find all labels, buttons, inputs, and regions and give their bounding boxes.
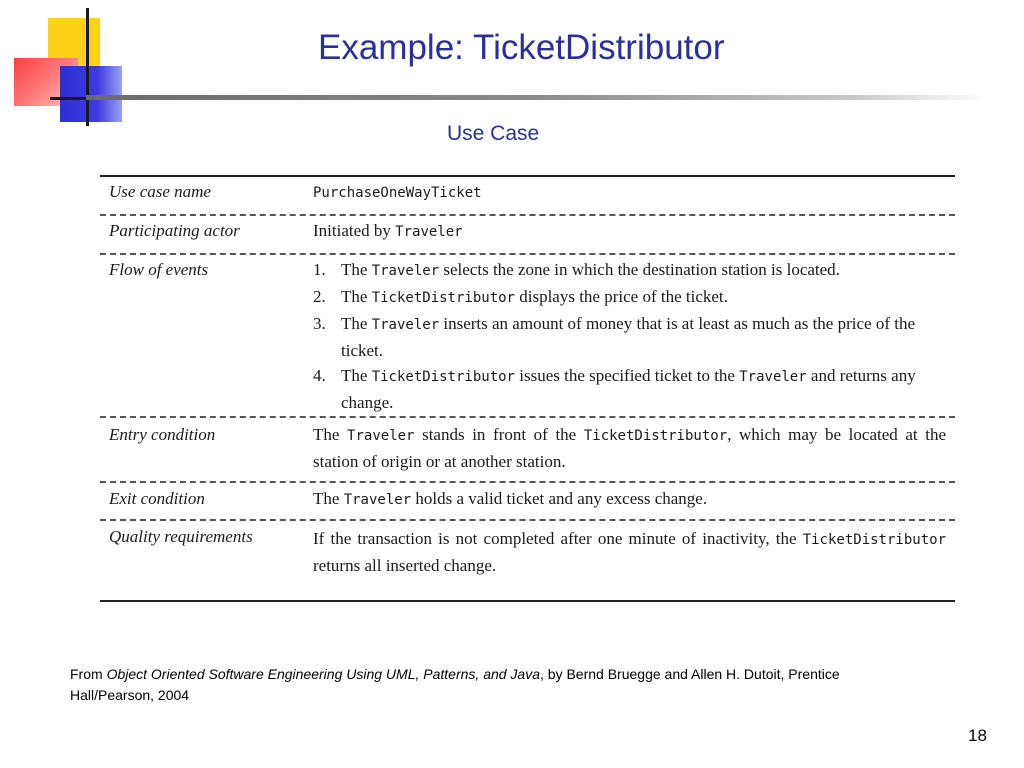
table-bottom-rule bbox=[100, 600, 955, 602]
entry-mono: TicketDistributor bbox=[583, 428, 728, 444]
title-rule bbox=[86, 95, 986, 100]
table-top-rule bbox=[100, 175, 955, 177]
flow-steps-list bbox=[313, 257, 946, 415]
flow-step-text: The bbox=[341, 366, 368, 385]
entry-mono: Traveler bbox=[347, 428, 415, 444]
slide-title: Example: TicketDistributor bbox=[318, 28, 725, 67]
row-divider bbox=[100, 519, 955, 521]
quality-requirements-value bbox=[313, 526, 946, 578]
entry-condition-label: Entry condition bbox=[109, 425, 216, 444]
flow-step-number: 3. bbox=[313, 314, 326, 333]
entry-text: , which may be located at the station of origin or at another station. bbox=[313, 425, 947, 471]
row-divider bbox=[100, 253, 955, 255]
blue-square bbox=[60, 66, 122, 122]
decorative-logo bbox=[0, 0, 150, 135]
flow-step-mono: Traveler bbox=[371, 317, 440, 333]
citation-book-title: Object Oriented Software Engineering Using UML, Patterns, and Java bbox=[106, 666, 541, 682]
actor-prefix: Initiated by bbox=[313, 221, 391, 240]
exit-condition-label: Exit condition bbox=[109, 489, 205, 508]
actor-mono: Traveler bbox=[395, 224, 463, 240]
page-number: 18 bbox=[968, 726, 987, 745]
flow-step bbox=[313, 257, 946, 284]
flow-step-text: selects the zone in which the destination station is located. bbox=[443, 260, 840, 279]
flow-step-mono: Traveler bbox=[739, 369, 807, 385]
citation-suffix: , by Bernd Bruegge and Allen H. Dutoit, Prentice Hall/Pearson, 2004 bbox=[70, 666, 840, 703]
flow-step bbox=[313, 311, 946, 363]
use-case-name-value bbox=[313, 179, 946, 206]
flow-step-number: 1. bbox=[313, 260, 326, 279]
flow-step-mono: Traveler bbox=[371, 263, 440, 279]
citation bbox=[70, 664, 900, 706]
use-case-table bbox=[100, 172, 955, 604]
flow-step-number: 4. bbox=[313, 366, 326, 385]
exit-mono: Traveler bbox=[343, 492, 412, 508]
use-case-name-mono: PurchaseOneWayTicket bbox=[313, 185, 482, 201]
exit-condition-value bbox=[313, 486, 946, 513]
quality-requirements-label: Quality requirements bbox=[109, 527, 253, 546]
flow-of-events-value bbox=[313, 257, 946, 415]
entry-condition-value bbox=[313, 422, 946, 474]
row-divider bbox=[100, 214, 955, 216]
row-divider bbox=[100, 481, 955, 483]
flow-step-number: 2. bbox=[313, 287, 326, 306]
flow-step-text: The bbox=[341, 314, 368, 333]
use-case-name-label: Use case name bbox=[109, 182, 211, 201]
citation-prefix: From bbox=[70, 666, 103, 682]
exit-text: The bbox=[313, 489, 340, 508]
flow-step-text: and returns any change. bbox=[341, 366, 916, 412]
flow-step-mono: TicketDistributor bbox=[371, 290, 515, 306]
flow-step bbox=[313, 363, 946, 415]
flow-step-text: The bbox=[341, 260, 368, 279]
flow-step-text: displays the price of the ticket. bbox=[519, 287, 728, 306]
entry-text: stands in front of the bbox=[422, 425, 577, 444]
flow-step-text: inserts an amount of money that is at least as much as the price of the ticket. bbox=[341, 314, 915, 360]
quality-mono: TicketDistributor bbox=[802, 532, 946, 548]
logo-vertical-line bbox=[86, 8, 89, 126]
flow-step-text: The bbox=[341, 287, 368, 306]
flow-step-text: issues the specified ticket to the bbox=[519, 366, 735, 385]
entry-text: The bbox=[313, 425, 340, 444]
flow-of-events-label: Flow of events bbox=[109, 260, 209, 279]
quality-text: If the transaction is not completed after one minute of inactivity, the bbox=[313, 529, 797, 548]
quality-text: returns all inserted change. bbox=[313, 556, 497, 575]
participating-actor-value bbox=[313, 218, 946, 245]
participating-actor-label: Participating actor bbox=[109, 221, 240, 240]
flow-step bbox=[313, 284, 946, 311]
flow-step-mono: TicketDistributor bbox=[371, 369, 515, 385]
exit-text: holds a valid ticket and any excess change. bbox=[415, 489, 708, 508]
slide-subtitle: Use Case bbox=[447, 122, 540, 145]
row-divider bbox=[100, 416, 955, 418]
